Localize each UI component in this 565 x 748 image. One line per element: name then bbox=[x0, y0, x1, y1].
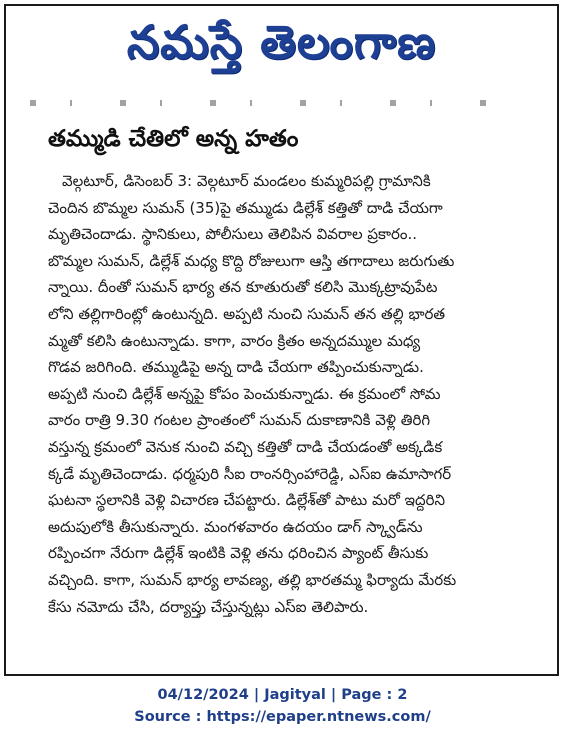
article-line: కేసు నమోదు చేసి, దర్యాప్తు చేస్తున్నట్లు ఎస్ఐ తెలిపారు. bbox=[48, 597, 369, 616]
article-line: వస్తున్న క్రమంలో వెనుక నుంచి వచ్చి కత్తితో దాడి చేయడంతో అక్కడిక bbox=[48, 437, 443, 456]
article-line: అప్పటి నుంచి డిల్లేశ్ అన్నపై కోపం పెంచుకున్నాడు. ఈ క్రమంలో సోమ bbox=[48, 384, 441, 403]
article-line: గొడవ జరిగింది. తమ్ముడిపై అన్న దాడి చేయగా తప్పించుకున్నాడు. bbox=[48, 358, 424, 377]
clipping-footer bbox=[0, 684, 565, 728]
article-line: వారం రాత్రి 9.30 గంటల ప్రాంతంలో సుమన్ దుకాణానికి వెళ్లి తిరిగి bbox=[48, 411, 431, 430]
article-line: మ్మతో కలిసి ఉంటున్నాడు. కాగా, వారం క్రితం అన్నదమ్ముల మధ్య bbox=[48, 331, 421, 350]
clipped-previous-text bbox=[30, 100, 500, 106]
article-line: బొమ్మల సుమన్, డిల్లేశ్ మధ్య కొద్ది రోజులుగా ఆస్తి తగాదాలు జరుగుతు bbox=[48, 251, 455, 270]
article-body bbox=[48, 168, 528, 620]
article-line: రప్పించగా నేరుగా డిల్లేశ్ ఇంటికి వెళ్లి తను ధరించిన ప్యాంట్ తీసుకు bbox=[48, 544, 429, 563]
article-line: న్నాయి. దీంతో సుమన్ భార్య తన కూతురుతో కలిసి మొక్కట్రావుపేట bbox=[48, 278, 438, 297]
newspaper-masthead: నమస్తే తెలంగాణ bbox=[126, 15, 437, 69]
article-line: లోని తల్లిగారింట్లో ఉంటున్నది. అప్పటి నుంచి సుమన్ తన తల్లి భారత bbox=[48, 304, 446, 323]
article-line: క్కడే మృతిచెందాడు. ధర్మపురి సీఐ రాంనర్సింహారెడ్డి, ఎస్ఐ ఉమాసాగర్ bbox=[48, 464, 452, 483]
source-line: Source : https://epaper.ntnews.com/ bbox=[134, 709, 431, 725]
article-line: ఘటనా స్థలానికి వెళ్లి విచారణ చేపట్టారు. డిల్లేశ్‌తో పాటు మరో ఇద్దరిని bbox=[48, 491, 446, 510]
article-line: మృతిచెందాడు. స్థానికులు, పోలీసులు తెలిపిన వివరాల ప్రకారం.. bbox=[48, 225, 418, 244]
article-line: వచ్చింది. కాగా, సుమన్ భార్య లావణ్య, తల్లి భారతమ్మ ఫిర్యాదు మేరకు bbox=[48, 570, 457, 589]
article-line: చెందిన బొమ్మల సుమన్ (35)పై తమ్ముడు డిల్లేశ్ కత్తితో దాడి చేయగా bbox=[48, 198, 443, 217]
clipped-next-headline bbox=[48, 657, 408, 676]
article-headline: తమ్ముడి చేతిలో అన్న హతం bbox=[48, 126, 299, 152]
article-line: అదుపులోకి తీసుకున్నారు. మంగళవారం ఉదయం డాగ్ స్క్వాడ్‌ను bbox=[48, 517, 423, 536]
article-line: వెల్గటూర్, డిసెంబర్ 3: వెల్గటూర్ మండలం కుమ్మరిపల్లి గ్రామానికి bbox=[62, 172, 431, 190]
edition-info: 04/12/2024 | Jagityal | Page : 2 bbox=[157, 687, 408, 703]
newspaper-clipping bbox=[4, 4, 559, 676]
